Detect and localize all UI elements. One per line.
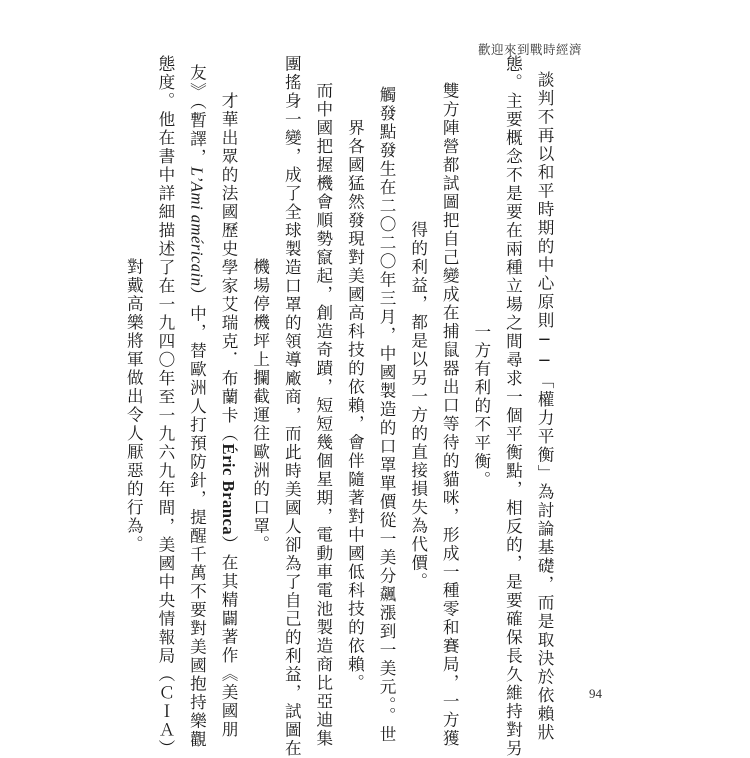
text-line bbox=[299, 64, 331, 749]
text-line bbox=[331, 119, 363, 693]
text-line bbox=[489, 55, 521, 758]
text-column bbox=[394, 136, 426, 676]
latin-term: Éric Branca bbox=[219, 443, 239, 536]
text-segment: 機場停機坪上攔截運往歐洲的口罩。 bbox=[250, 258, 270, 554]
latin-term: L’Ami américain bbox=[187, 166, 207, 287]
text-column bbox=[299, 82, 333, 749]
text-segment: 一方有利的不平衡。 bbox=[471, 322, 491, 490]
text-segment: 團搖身一變，成了全球製造口罩的領導廠商，而此時美國人卻為了自己的利益，試圖在 bbox=[282, 54, 302, 758]
text-segment: ）在其精闢著作《美國朋 bbox=[219, 535, 239, 739]
text-column bbox=[457, 136, 489, 676]
text-line bbox=[457, 323, 489, 490]
text-segment: 談判不再以和平時期的中心原則──「權力平衡」為討論基礎，而是取決於依賴狀 bbox=[535, 70, 554, 742]
text-segment: 界各國猛然發現對美國高科技的依賴，會伴隨著對中國低科技的依賴。 bbox=[345, 119, 365, 693]
text-line bbox=[110, 258, 142, 554]
text-segment: ）中，替歐洲人打預防針，提醒千萬不要對美國抱持樂觀 bbox=[187, 286, 207, 749]
text-segment: 才華出眾的法國歷史學家艾瑞克．布蘭卡（ bbox=[219, 91, 239, 444]
text-column bbox=[520, 70, 554, 742]
text-column bbox=[141, 54, 175, 758]
text-segment: 雙方陣營都試圖把自己變成在捕鼠器出口等待的貓咪，形成一種零和賽局，一方獲 bbox=[440, 82, 460, 749]
text-segment: 友》（暫譯， bbox=[187, 63, 207, 167]
text-column bbox=[173, 63, 207, 749]
text-line bbox=[362, 68, 397, 745]
text-column bbox=[236, 136, 268, 676]
text-column bbox=[489, 54, 523, 758]
text-line bbox=[520, 71, 552, 742]
text-line bbox=[426, 64, 458, 749]
text-segment: 態。主要概念不是要在兩種立場之間尋求一個平衡點，相反的，是要確保長久維持對另 bbox=[503, 54, 523, 758]
text-segment: 而中國把握機會順勢竄起，創造奇蹟，短短幾個星期，電動車電池製造商比亞迪集 bbox=[313, 82, 333, 749]
text-column bbox=[331, 119, 365, 693]
text-line bbox=[141, 55, 173, 758]
text-segment: 對戴高樂將軍做出令人厭惡的行為。 bbox=[124, 258, 144, 554]
text-column bbox=[426, 82, 460, 749]
text-segment: 觸發點發生在二〇二〇年三月，中國製造的口罩單價從一美分飆漲到一美元。。世 bbox=[377, 86, 397, 745]
text-line bbox=[394, 221, 426, 591]
vertical-text-block bbox=[110, 54, 554, 758]
text-column bbox=[110, 136, 142, 676]
text-segment: 得的利益，都是以另一方的直接損失為代價。 bbox=[408, 221, 428, 591]
text-column bbox=[362, 86, 397, 745]
text-line bbox=[268, 55, 300, 758]
text-column bbox=[268, 54, 302, 758]
text-line bbox=[204, 73, 239, 739]
text-column bbox=[204, 91, 239, 739]
text-line bbox=[236, 258, 268, 554]
page-number: 94 bbox=[589, 686, 602, 701]
text-line bbox=[173, 64, 205, 749]
running-head: 歡迎來到戰時經濟 bbox=[477, 42, 582, 57]
text-segment: 態度。他在書中詳細描述了在一九四〇年至一九六九年間，美國中央情報局（ＣＩＡ） bbox=[155, 54, 175, 758]
